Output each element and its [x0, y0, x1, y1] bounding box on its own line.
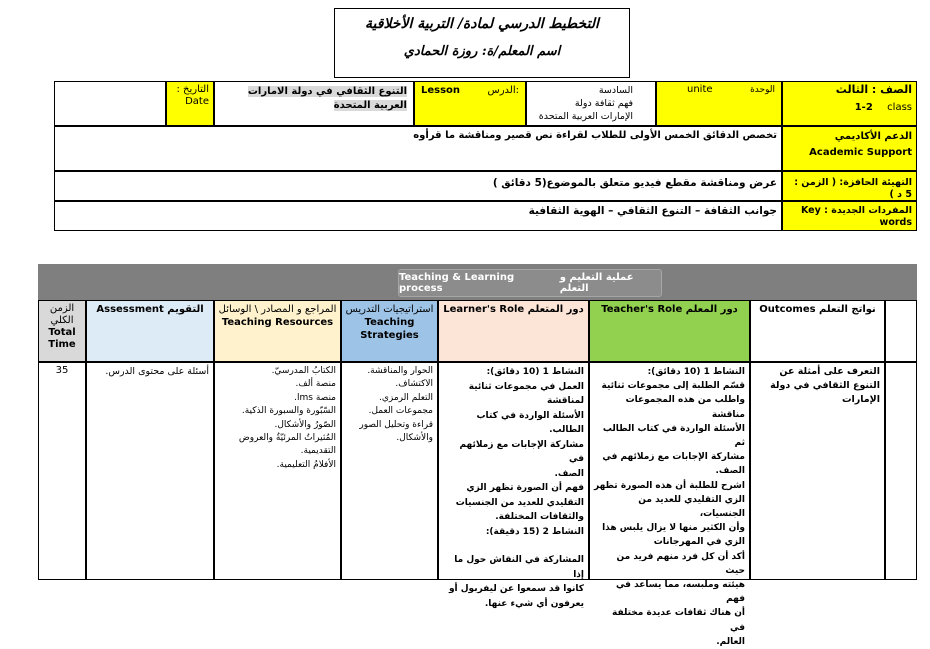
- header-resources: المراجع و المصادر \ الوسائل Teaching Resources: [214, 300, 341, 362]
- class-value: 1-2: [854, 102, 873, 113]
- banner-ar: عملية التعليم و التعلم: [559, 272, 634, 294]
- outcomes-cell: [750, 362, 885, 580]
- blank-header-cell: [885, 300, 917, 362]
- warmup-text-cell: [54, 171, 782, 201]
- unit-value-cell: [526, 81, 656, 126]
- header-assessment: Assessment التقويم: [86, 300, 214, 362]
- banner-en: Teaching & Learning process: [399, 272, 515, 294]
- unit-label-en: unite: [687, 84, 713, 95]
- warmup-text: عرض ومناقشة مقطع فيديو متعلق بالموضوع(5 دقائق ): [492, 177, 777, 189]
- support-text: تخصص الدقائق الخمس الأولى للطلاب لقراءة نص قصير ومناقشة ما قرأوه: [413, 130, 777, 141]
- keywords-text: جوانب الثقافة – التنوع الثقافي – الهوية الثقافية: [528, 205, 777, 217]
- time-cell: [38, 362, 86, 580]
- resources-cell: الكتابُ المدرسيّ. منصة ألف. منصة lms. السّبّورة والسبورة الذكية. الصّورُ والأشكال. المُثيراتُ المرئيّةُ والعروض التقديمية. الأفلامُ التعليمية.: [214, 362, 341, 580]
- lesson-title: التنوع الثقافي في دولة الامارات العربية المتحدة: [247, 86, 407, 111]
- teacher-role-cell: النشاط 1 (10 دقائق): قسّم الطلبة إلى مجموعات ثنائية واطلب من هذه المجموعات مناقشة الأسئلة الواردة في كتاب الطالب ثم مشاركة الإجابات مع زملائهم في الصف. اشرح للطلبة أن هذه الصورة تظهر الزي التقليدي للعديد من الجنسيات، وأن الكثير منها لا يزال يلبس هذا الزي في المهرجانات أكد أن كل فرد منهم فريد من حيث هيئته وملبسه، مما يساعد في فهم أن هناك ثقافات عديدة مختلفة في العالم.: [589, 362, 750, 580]
- grade-label: الصف : الثالث: [835, 83, 912, 96]
- support-label-cell: [782, 126, 917, 171]
- assessment-cell: [86, 362, 214, 580]
- support-label-ar: الدعم الأكاديمي: [834, 131, 912, 142]
- plan-title: التخطيط الدرسي لمادة/ التربية الأخلاقية: [365, 16, 599, 32]
- unit-value-3: الإمارات العربية المتحدة: [538, 111, 633, 122]
- date-label-en: Date: [185, 96, 209, 107]
- unit-label-cell: [656, 81, 782, 126]
- learner-role-cell: النشاط 1 (10 دقائق): العمل في مجموعات ثنائية لمناقشة الأسئلة الواردة في كتاب الطالب. مشاركة الإجابات مع زملائهم في الصف. فهم أن الصورة تظهر الزي التقليدي للعديد من الجنسيات والثقافات المختلفة. النشاط 2 (15 دقيقة): المشاركة في النقاش حول ما إذا كانوا قد سمعوا عن ليفربول أو يعرفون أي شيء عنها.: [438, 362, 589, 580]
- header-time: الزمن الكلي Total Time: [38, 300, 86, 362]
- lesson-value-cell: [214, 81, 414, 126]
- warmup-label-cell: [782, 171, 917, 201]
- lesson-label-en: Lesson: [421, 85, 461, 96]
- lesson-label-ar: الدرس:: [487, 85, 519, 96]
- date-label-ar: التاريخ :: [176, 84, 209, 95]
- plan-header: [334, 8, 630, 78]
- assessment-text: أسئلة على محتوى الدرس.: [105, 366, 209, 377]
- lesson-label-cell: [414, 81, 526, 126]
- class-label: class: [887, 102, 912, 113]
- keywords-label: المفردات الجديدة : Key words: [800, 205, 912, 228]
- header-teacher-role: Teacher's Role دور المعلم: [589, 300, 750, 362]
- unit-value-2: فهم ثقافة دولة: [574, 98, 633, 109]
- process-banner: [38, 264, 917, 300]
- unit-value-1: السادسة: [598, 85, 633, 96]
- process-banner-label: [398, 269, 662, 297]
- header-learner-role: Learner's Role دور المتعلم: [438, 300, 589, 362]
- outcomes-text: التعرف على أمثلة عن التنوع الثقافي في دولة الإمارات: [770, 366, 880, 405]
- unit-label-ar: الوحدة: [750, 85, 775, 95]
- strategies-cell: الحوار والمناقشة. الاكتشاف. التعلم الرمزي. مجموعات العمل. قراءة وتحليل الصور والأشكال.: [341, 362, 438, 580]
- warmup-label: التهيئة الحافزة: ( الزمن : 5 د ): [794, 177, 912, 200]
- date-value-cell: [54, 81, 166, 126]
- time-value: 35: [55, 365, 69, 376]
- teacher-name: اسم المعلم/ة: روزة الحمادي: [403, 44, 561, 59]
- date-cell: [166, 81, 214, 126]
- support-label-en: Academic Support: [809, 147, 912, 158]
- keywords-label-cell: [782, 201, 917, 231]
- header-strategies: استراتيجيات التدريس Teaching Strategies: [341, 300, 438, 362]
- blank-body-cell: [885, 362, 917, 580]
- header-outcomes: Outcomes نواتج التعلم: [750, 300, 885, 362]
- keywords-text-cell: [54, 201, 782, 231]
- support-text-cell: [54, 126, 782, 171]
- grade-cell: [782, 81, 917, 126]
